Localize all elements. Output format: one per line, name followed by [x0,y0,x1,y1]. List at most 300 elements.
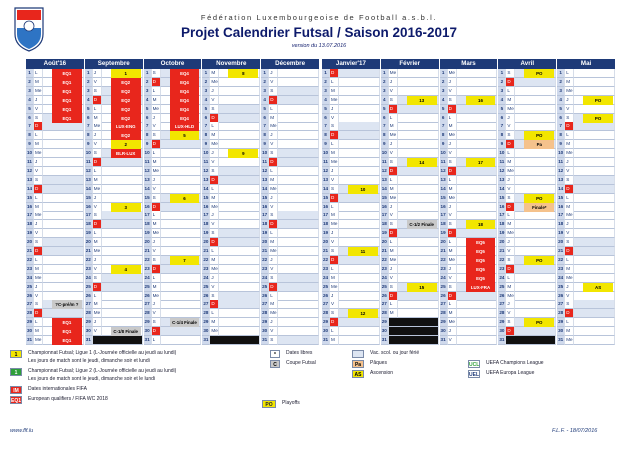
day-number: 28 [557,309,565,318]
month-header-2: Octobre [144,59,202,69]
day-number: 28 [26,309,34,318]
day-number: 11 [144,158,152,167]
day-number: 3 [261,87,269,96]
day-slot [574,292,615,301]
day-number: 7 [144,122,152,131]
day-number: 30 [261,327,269,336]
weekday-letter: M [34,140,43,149]
day-number: 23 [26,265,34,274]
day-number: 14 [498,185,506,194]
weekday-letter: D [389,229,398,238]
weekday-letter: J [152,176,161,185]
day-slot [457,105,498,114]
day-number: 9 [144,140,152,149]
weekday-letter: J [565,283,574,292]
weekday-letter: J [506,238,515,247]
weekday-letter: M [565,78,574,87]
day-number: 11 [202,158,210,167]
event-badge: 10 [348,185,378,194]
day-number: 25 [557,283,565,292]
day-slot [278,194,319,203]
legend-swatch: * [270,350,280,358]
day-number: 12 [322,167,330,176]
event-badge: 17 [466,158,496,167]
day-number: 6 [381,114,389,123]
day-number: 21 [261,247,269,256]
day-slot [457,122,498,131]
day-slot [161,176,202,185]
day-number: 17 [381,211,389,220]
day-slot [278,292,319,301]
day-slot [219,78,260,87]
weekday-letter: V [565,105,574,114]
day-number: 15 [144,194,152,203]
day-slot [339,167,380,176]
day-slot [574,274,615,283]
day-slot [515,229,556,238]
day-slot [219,211,260,220]
day-number: 5 [85,105,93,114]
weekday-letter: M [330,211,339,220]
weekday-letter: D [34,247,43,256]
day-number: 25 [381,283,389,292]
day-number: 26 [26,292,34,301]
day-slot [574,131,615,140]
day-slot [43,211,84,220]
weekday-letter: D [210,238,219,247]
day-slot [219,256,260,265]
day-slot [398,149,439,158]
event-badge: ?C-pré/m ? [52,300,82,309]
day-number: 4 [26,96,34,105]
day-slot [457,140,498,149]
day-slot [43,149,84,158]
day-slot [102,318,143,327]
weekday-letter: Me [210,327,219,336]
weekday-letter: M [93,238,102,247]
weekday-letter: J [389,140,398,149]
day-number: 28 [322,309,330,318]
weekday-letter: Me [506,292,515,301]
weekday-letter: M [269,300,278,309]
event-badge: EQ2 [111,131,141,140]
day-slot [219,229,260,238]
day-slot [43,131,84,140]
weekday-letter: J [565,96,574,105]
day-slot [278,87,319,96]
day-number: 27 [381,300,389,309]
day-slot [457,336,498,345]
day-slot [278,167,319,176]
weekday-letter: S [93,87,102,96]
event-badge: EQ2 [111,96,141,105]
day-slot [574,265,615,274]
weekday-letter: J [448,265,457,274]
day-number: 5 [440,105,448,114]
day-number: 26 [144,292,152,301]
day-number: 20 [557,238,565,247]
day-number: 7 [85,122,93,131]
day-slot [574,149,615,158]
day-slot [43,122,84,131]
day-number: 19 [26,229,34,238]
weekday-letter: Me [34,149,43,158]
event-badge: EQ1 [52,87,82,96]
day-number: 27 [557,300,565,309]
weekday-letter: D [330,194,339,203]
day-number: 20 [322,238,330,247]
weekday-letter: M [34,78,43,87]
day-number: 17 [261,211,269,220]
day-slot [278,140,319,149]
event-badge: LUX-FRA [466,283,496,292]
day-number: 17 [85,211,93,220]
weekday-letter: S [389,158,398,167]
weekday-letter: J [93,318,102,327]
day-slot [161,300,202,309]
weekday-letter: D [389,105,398,114]
day-number: 22 [202,256,210,265]
day-slot [515,78,556,87]
legend-title: Ascension [370,370,394,376]
legend-swatch: UEL [469,372,479,378]
day-slot [43,140,84,149]
day-number: 19 [498,229,506,238]
weekday-letter: V [152,122,161,131]
day-number: 1 [26,69,34,78]
day-slot [339,238,380,247]
weekday-letter: S [448,96,457,105]
day-slot [161,149,202,158]
day-slot [278,336,319,345]
empty-slot [389,336,439,345]
legend-title: Coupe Futsal [286,360,316,366]
day-slot [398,105,439,114]
weekday-letter: S [565,238,574,247]
day-slot [161,158,202,167]
day-slot [278,229,319,238]
weekday-letter: L [389,114,398,123]
day-slot [278,238,319,247]
day-number: 14 [261,185,269,194]
weekday-letter: L [152,87,161,96]
day-number: 16 [202,203,210,212]
day-number: 17 [202,211,210,220]
weekday-letter: J [34,96,43,105]
weekday-letter: D [389,292,398,301]
day-number: 13 [202,176,210,185]
weekday-letter: M [269,238,278,247]
day-number: 26 [202,292,210,301]
day-slot [398,300,439,309]
day-number: 5 [144,105,152,114]
day-slot [339,105,380,114]
day-slot [43,158,84,167]
day-slot [339,87,380,96]
weekday-letter: M [389,309,398,318]
day-number: 16 [144,203,152,212]
day-slot [102,158,143,167]
day-slot [574,69,615,78]
weekday-letter: V [152,247,161,256]
day-slot [574,336,615,345]
day-slot [278,211,319,220]
day-number: 20 [498,238,506,247]
event-badge: 12 [348,309,378,318]
weekday-letter: J [565,220,574,229]
day-number: 20 [261,238,269,247]
month-header-3: Avril [498,59,556,69]
weekday-letter: V [565,292,574,301]
day-slot [515,309,556,318]
weekday-letter: L [389,176,398,185]
day-slot [43,247,84,256]
weekday-letter: M [448,122,457,131]
weekday-letter: Me [34,336,43,345]
page-title: Projet Calendrier Futsal / Saison 2016-2017 [180,25,458,40]
event-badge: EQ2 [111,78,141,87]
day-slot [574,256,615,265]
weekday-letter: D [389,167,398,176]
weekday-letter: V [210,220,219,229]
day-number: 12 [144,167,152,176]
weekday-letter: D [34,309,43,318]
day-number: 2 [202,78,210,87]
day-number: 29 [85,318,93,327]
day-number: 6 [202,114,210,123]
weekday-letter: Me [565,336,574,345]
day-number: 14 [440,185,448,194]
day-slot [102,247,143,256]
legend-swatch: PO [262,400,276,408]
weekday-letter: V [34,229,43,238]
weekday-letter: S [152,131,161,140]
weekday-letter: L [34,69,43,78]
day-number: 17 [144,211,152,220]
weekday-letter: S [34,114,43,123]
weekday-letter: Me [93,185,102,194]
month-header-3: Novembre [202,59,260,69]
weekday-letter: V [330,238,339,247]
day-number: 10 [440,149,448,158]
weekday-letter: M [210,256,219,265]
day-slot [339,265,380,274]
legend-title: UEFA Europa League [486,370,535,376]
weekday-letter: M [448,309,457,318]
weekday-letter: Me [330,283,339,292]
day-number: 4 [322,96,330,105]
day-number: 13 [322,176,330,185]
day-slot [574,238,615,247]
weekday-letter: D [210,114,219,123]
weekday-letter: Me [269,309,278,318]
day-number: 24 [261,274,269,283]
day-number: 18 [440,220,448,229]
day-number: 14 [322,185,330,194]
weekday-letter: J [330,167,339,176]
day-number: 8 [557,131,565,140]
weekday-letter: V [565,167,574,176]
weekday-letter: S [330,309,339,318]
weekday-letter: Me [152,229,161,238]
weekday-letter: S [448,158,457,167]
day-number: 15 [261,194,269,203]
day-slot [574,309,615,318]
day-slot [161,229,202,238]
weekday-letter: J [565,158,574,167]
day-number: 5 [381,105,389,114]
day-slot [219,176,260,185]
day-number: 2 [381,78,389,87]
day-slot [457,176,498,185]
day-number: 18 [144,220,152,229]
weekday-letter: D [330,131,339,140]
day-number: 27 [322,300,330,309]
day-number: 22 [144,256,152,265]
event-badge: LUX-ENG [111,122,141,131]
event-badge: EQ1 [52,69,82,78]
weekday-letter: L [330,203,339,212]
day-number: 22 [381,256,389,265]
event-badge: EQ2 [111,105,141,114]
day-number: 18 [381,220,389,229]
day-number: 29 [498,318,506,327]
weekday-letter: S [565,300,574,309]
day-slot [278,309,319,318]
day-number: 2 [26,78,34,87]
day-slot [278,96,319,105]
day-slot [219,140,260,149]
event-badge: AS [583,283,613,292]
weekday-letter: D [330,69,339,78]
day-number: 8 [498,131,506,140]
day-number: 15 [498,194,506,203]
month-header-1: Septembre [85,59,143,69]
month-header-4: Décembre [261,59,319,69]
weekday-letter: S [506,131,515,140]
weekday-letter: Me [448,131,457,140]
event-badge: 13 [407,96,437,105]
day-number: 7 [498,122,506,131]
weekday-letter: Me [448,256,457,265]
event-badge: 7 [170,256,200,265]
day-slot [398,292,439,301]
weekday-letter: L [565,256,574,265]
day-number: 10 [26,149,34,158]
day-number: 1 [85,69,93,78]
event-badge: 11 [348,247,378,256]
day-number: 8 [85,131,93,140]
weekday-letter: S [506,318,515,327]
day-slot [278,318,319,327]
legend-swatch: 1 [10,350,22,358]
weekday-letter: D [269,220,278,229]
day-number: 22 [498,256,506,265]
day-slot [43,283,84,292]
weekday-letter: M [330,149,339,158]
day-slot [278,274,319,283]
day-number: 30 [440,327,448,336]
day-number: 17 [322,211,330,220]
month-header-0: Août'16 [26,59,84,69]
day-number: 23 [498,265,506,274]
weekday-letter: V [506,309,515,318]
day-number: 16 [322,203,330,212]
day-slot [515,292,556,301]
day-slot [574,247,615,256]
day-slot [574,327,615,336]
day-slot [515,274,556,283]
weekday-letter: V [93,265,102,274]
day-number: 31 [381,336,389,345]
day-slot [339,256,380,265]
day-number: 4 [557,96,565,105]
day-slot [457,203,498,212]
day-number: 22 [261,256,269,265]
day-slot [574,158,615,167]
day-number: 19 [557,229,565,238]
day-slot [574,87,615,96]
day-number: 23 [322,265,330,274]
event-badge: EQ1 [52,318,82,327]
day-number: 27 [144,300,152,309]
weekday-letter: S [389,220,398,229]
day-slot [219,122,260,131]
day-slot [574,185,615,194]
day-number: 12 [26,167,34,176]
day-slot [398,274,439,283]
weekday-letter: D [269,158,278,167]
weekday-letter: L [152,336,161,345]
weekday-letter: Me [506,167,515,176]
day-number: 25 [322,283,330,292]
event-badge: EQ5 [466,247,496,256]
day-number: 31 [202,336,210,345]
day-number: 10 [498,149,506,158]
day-number: 22 [85,256,93,265]
legend-sub: Les jours de match sont le jeudi, dimanche soir et le lundi [28,376,156,382]
weekday-letter: S [330,247,339,256]
day-number: 26 [440,292,448,301]
weekday-letter: Me [34,211,43,220]
day-number: 23 [261,265,269,274]
day-number: 13 [498,176,506,185]
weekday-letter: M [506,220,515,229]
weekday-letter: L [330,327,339,336]
day-slot [161,211,202,220]
event-badge: EQ5 [466,238,496,247]
day-slot [161,265,202,274]
day-slot [161,203,202,212]
day-number: 9 [440,140,448,149]
weekday-letter: Me [448,194,457,203]
day-number: 27 [261,300,269,309]
event-badge: PO [524,131,554,140]
weekday-letter: S [448,283,457,292]
day-slot [515,114,556,123]
day-number: 28 [498,309,506,318]
day-number: 30 [322,327,330,336]
day-number: 1 [261,69,269,78]
day-slot [457,292,498,301]
day-number: 5 [557,105,565,114]
weekday-letter: L [152,274,161,283]
day-number: 12 [85,167,93,176]
weekday-letter: D [506,140,515,149]
weekday-letter: M [269,114,278,123]
day-number: 16 [85,203,93,212]
day-number: 29 [144,318,152,327]
